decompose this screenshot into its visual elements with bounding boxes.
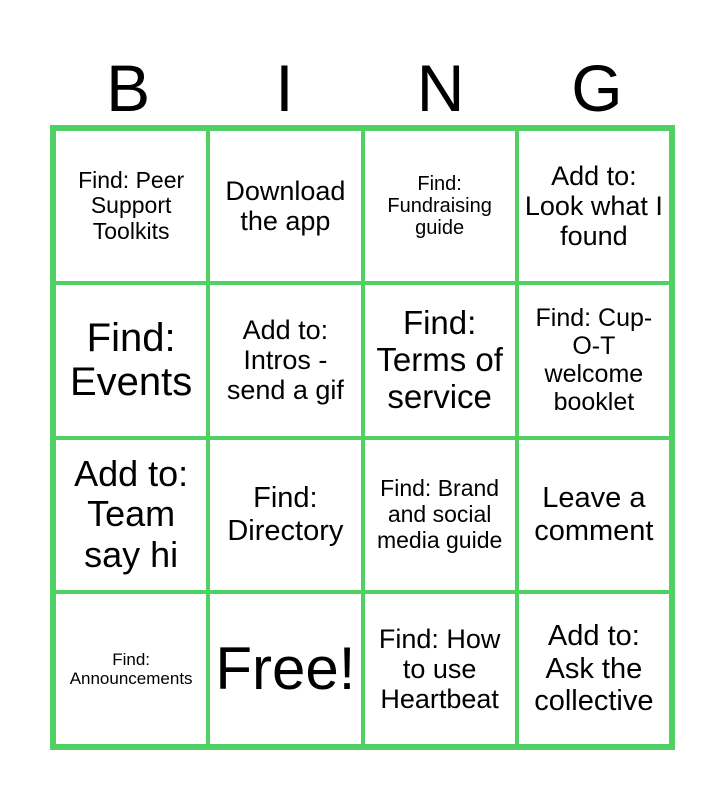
cell-text: Add to: Ask the collective xyxy=(534,620,654,718)
bingo-cell[interactable] xyxy=(208,438,362,592)
bingo-cell[interactable] xyxy=(208,283,362,437)
bingo-cell[interactable] xyxy=(363,438,517,592)
header-letter-g: G xyxy=(571,51,623,125)
bingo-cell[interactable] xyxy=(517,438,671,592)
bingo-cell[interactable] xyxy=(54,129,208,283)
bingo-cell[interactable] xyxy=(363,283,517,437)
header-letter-i: I xyxy=(275,51,294,125)
header-letter-n: N xyxy=(416,51,465,125)
bingo-cell[interactable] xyxy=(363,129,517,283)
cell-text: Leave a comment xyxy=(534,482,654,547)
header-letter-b: B xyxy=(106,51,151,125)
cell-text: Add to: Team say hi xyxy=(74,453,189,575)
bingo-free-cell[interactable] xyxy=(208,592,362,746)
bingo-cell[interactable] xyxy=(363,592,517,746)
cell-text: Find: Terms of service xyxy=(376,303,503,415)
cell-text: Free! xyxy=(215,635,356,703)
cell-text: Find: Fundraising guide xyxy=(387,172,492,240)
bingo-cell[interactable] xyxy=(54,438,208,592)
bingo-cell[interactable] xyxy=(54,592,208,746)
cell-text: Download the app xyxy=(225,175,346,237)
cell-text: Find: Announcements xyxy=(69,649,193,688)
cell-text: Find: How to use Heartbeat xyxy=(378,623,501,714)
bingo-cell[interactable] xyxy=(208,129,362,283)
cell-text: Add to: Intros - send a gif xyxy=(226,315,344,406)
cell-text: Add to: Look what I found xyxy=(524,160,663,252)
cell-text: Find: Cup-O-T welcome booklet xyxy=(535,304,653,417)
cell-text: Find: Brand and social media guide xyxy=(376,475,503,553)
bingo-board xyxy=(50,125,675,750)
bingo-cell[interactable] xyxy=(517,283,671,437)
cell-text: Find: Events xyxy=(69,315,193,405)
bingo-cell[interactable] xyxy=(517,129,671,283)
bingo-cell[interactable] xyxy=(517,592,671,746)
cell-text: Find: Peer Support Toolkits xyxy=(78,166,185,244)
bingo-header xyxy=(50,50,675,126)
cell-text: Find: Directory xyxy=(227,482,344,547)
bingo-cell[interactable] xyxy=(54,283,208,437)
